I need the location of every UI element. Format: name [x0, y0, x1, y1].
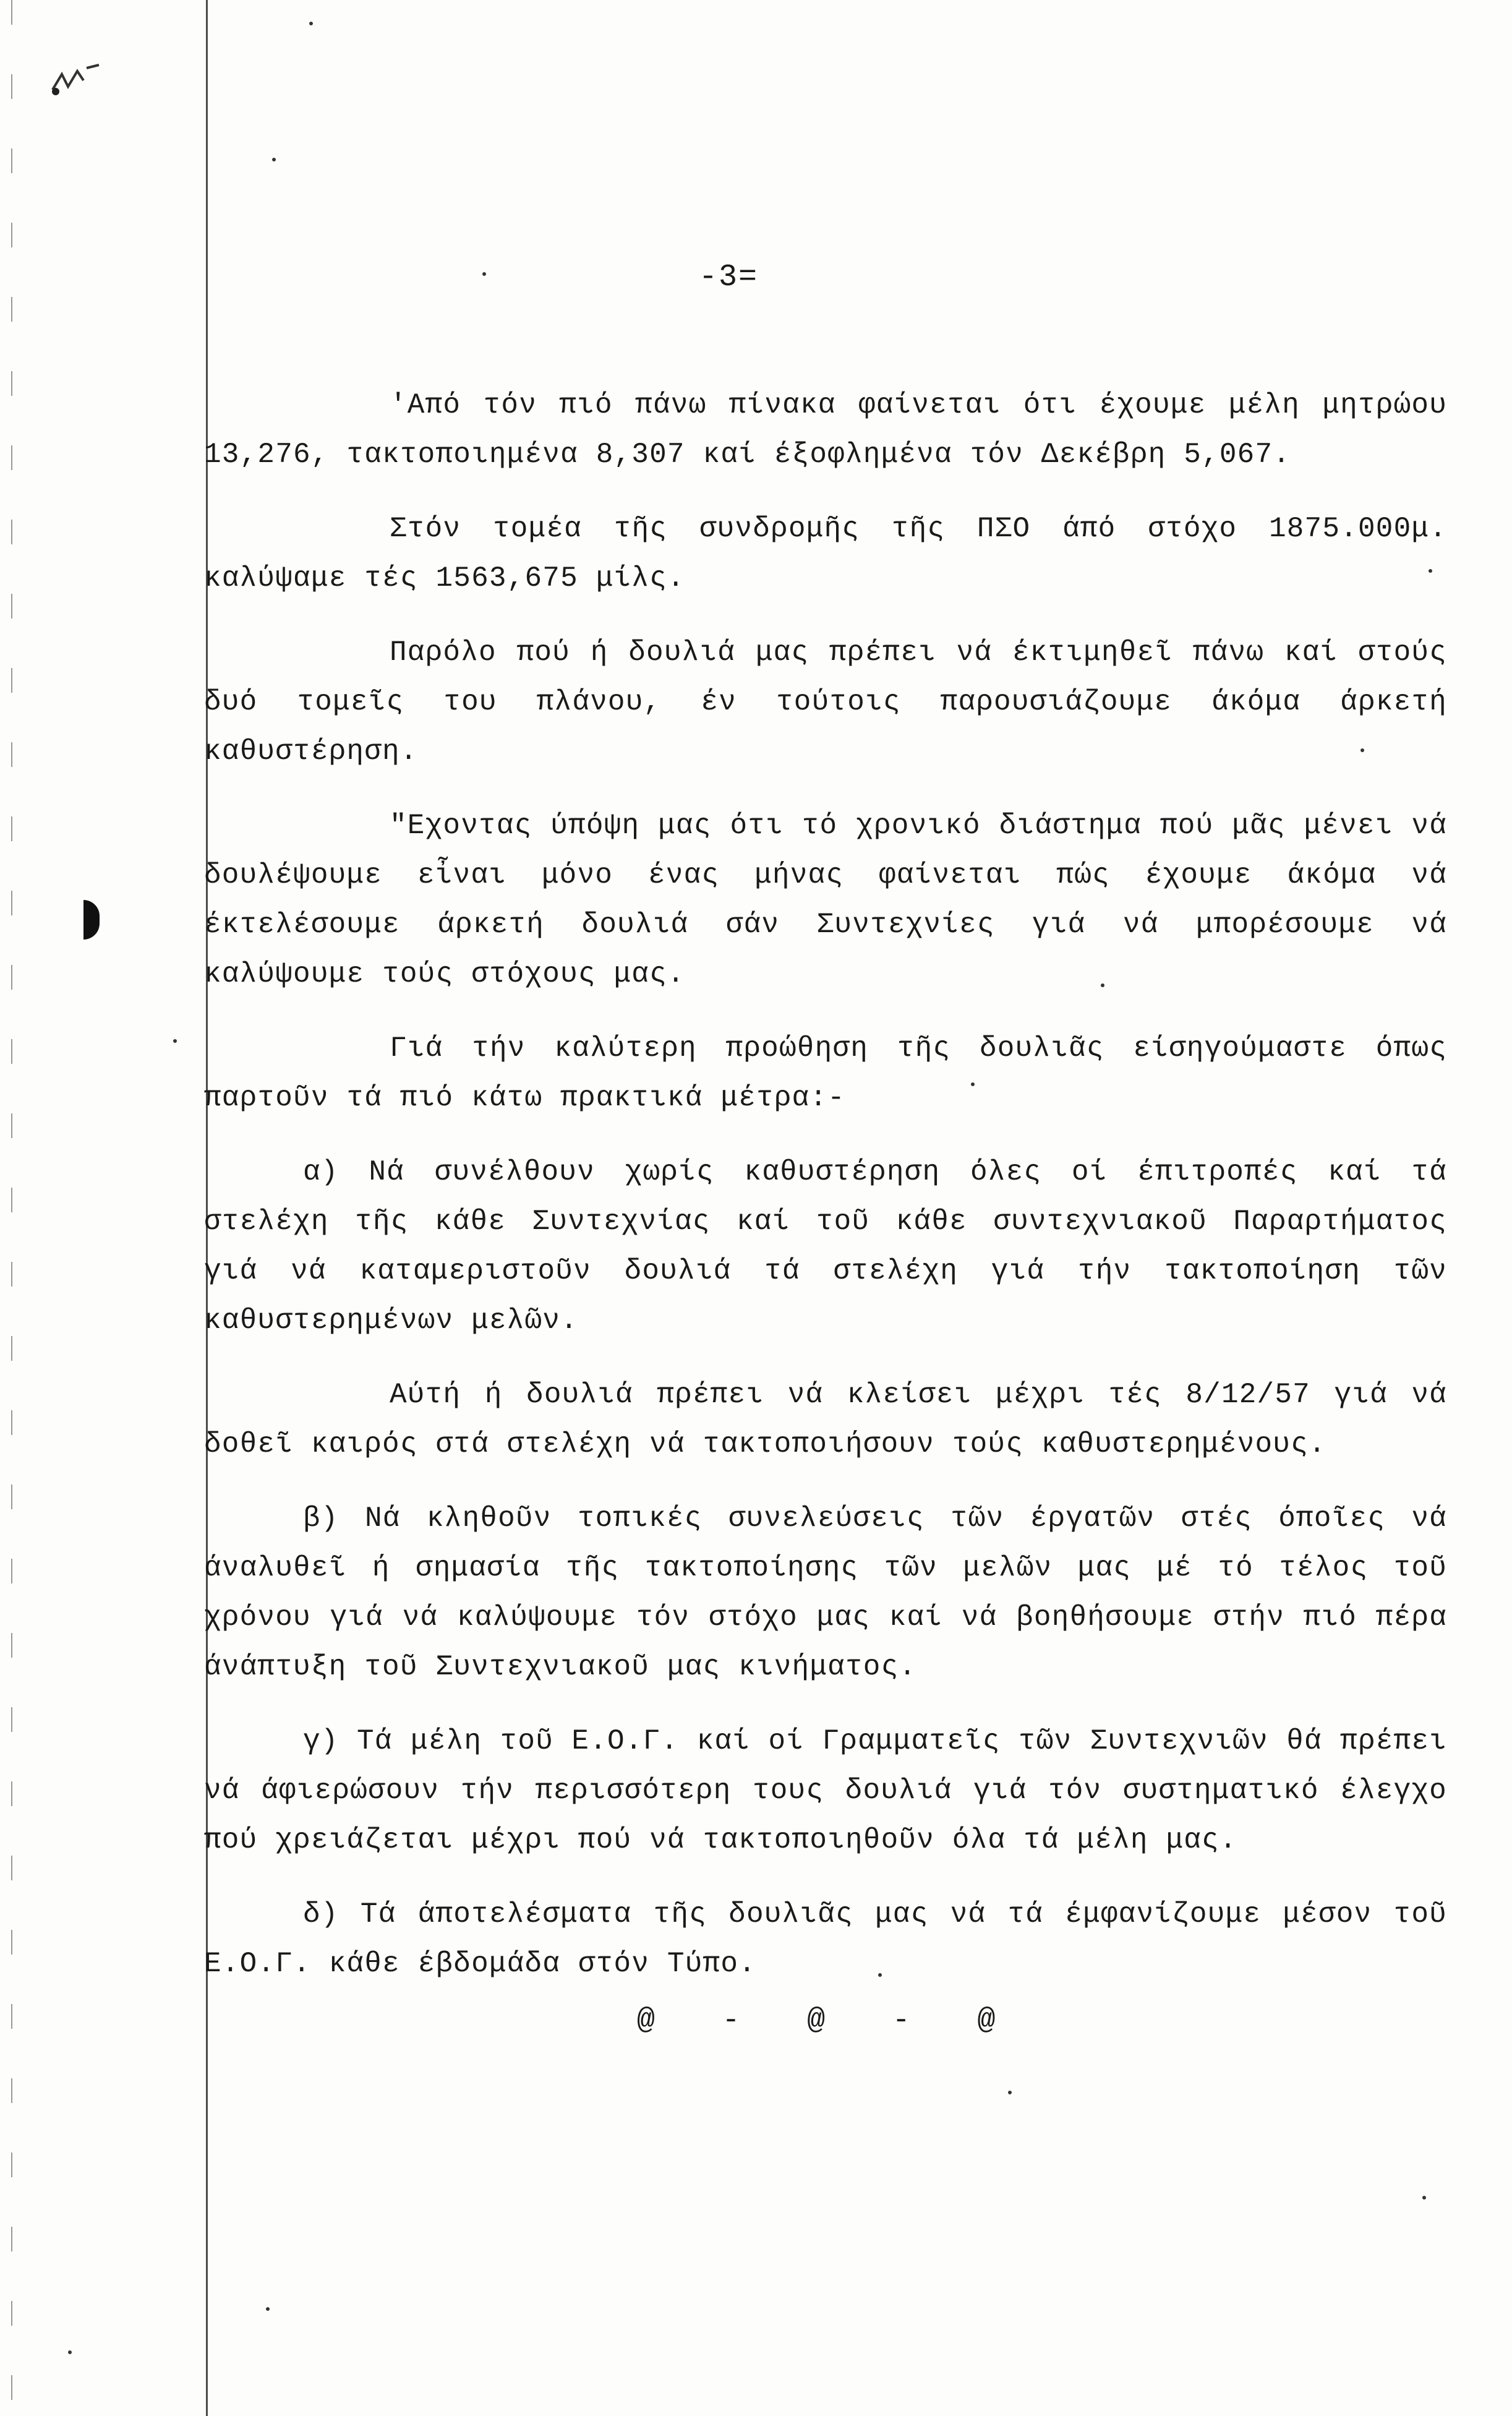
scan-speck: [1422, 2196, 1426, 2200]
scan-speck: [309, 22, 313, 25]
page-number: -3=: [699, 260, 759, 295]
scan-speck: [272, 158, 276, 161]
paragraph-measures-intro: Γιά τήν καλύτερη προώθηση τῆς δουλιᾶς είσηγούμαστε όπως παρτοῦν τά πιό κάτω πρακτικά μέτρα:-: [204, 1032, 1447, 1114]
document-body: [204, 380, 1447, 2013]
measure-d: δ) Τά άποτελέσματα τῆς δουλιᾶς μας νά τά έμφανίζουμε μέσον τοῦ Ε.Ο.Γ. κάθε έβδομάδα στόν Τύπο.: [204, 1898, 1447, 1980]
scan-speck: [1008, 2091, 1012, 2094]
measure-c: γ) Τά μέλη τοῦ Ε.Ο.Γ. καί οί Γραμματεῖς τῶν Συντεχνιῶν θά πρέπει νά άφιερώσουν τήν περισσότερη τους δουλιά γιά τόν συστηματικό έλεγχο πού χρειάζεται μέχρι πού νά τακτοποιηθοῦν όλα τά μέλη μας.: [204, 1725, 1447, 1856]
page-edge-shadow: [11, 0, 12, 2416]
scan-speck: [482, 272, 486, 276]
paragraph-remaining-time: "Εχοντας ύπόψη μας ότι τό χρονικό διάστημα πού μᾶς μένει νά δουλέψουμε εἶναι μόνο ένας μήνας φαίνεται πώς έχουμε άκόμα νά έκτελέσουμε άρκετή δουλιά σάν Συντεχνίες γιά νά μπορέσουμε νά καλύψουμε τούς στόχους μας.: [204, 810, 1447, 990]
closing-separator: @ - @ - @: [637, 2004, 1020, 2037]
measure-b: β) Νά κληθοῦν τοπικές συνελεύσεις τῶν έργατῶν στές όποῖες νά άναλυθεῖ ή σημασία τῆς τακτοποίησης τῶν μελῶν μας μέ τό τέλος τοῦ χρόνου γιά νά καλύψουμε τόν στόχο μας καί νά βοηθήσουμε στήν πιό πέρα άνάπτυξη τοῦ Συντεχνιακοῦ μας κινήματος.: [204, 1502, 1447, 1683]
measure-a: α) Νά συνέλθουν χωρίς καθυστέρηση όλες οί έπιτροπές καί τά στελέχη τῆς κάθε Συντεχνίας καί τοῦ κάθε συντεχνιακοῦ Παραρτήματος γιά νά καταμεριστοῦν δουλιά τά στελέχη γιά τήν τακτοποίηση τῶν καθυστερημένων μελῶν.: [204, 1156, 1447, 1337]
paragraph-membership-figures: 'Από τόν πιό πάνω πίνακα φαίνεται ότι έχουμε μέλη μητρώου 13,276, τακτοποιημένα 8,307 καί έξοφλημένα τόν Δεκέβρη 5,067.: [204, 389, 1447, 471]
paragraph-subscription-target: Στόν τομέα τῆς συνδρομῆς τῆς ΠΣΟ άπό στόχο 1875.000μ. καλύψαμε τές 1563,675 μίλς.: [204, 513, 1447, 594]
corner-ink-smudge: [49, 62, 105, 99]
scan-speck: [266, 2307, 270, 2311]
punch-hole: [83, 900, 100, 940]
scan-speck: [173, 1039, 177, 1043]
measure-a-deadline: Αύτή ή δουλιά πρέπει νά κλείσει μέχρι τές 8/12/57 γιά νά δοθεῖ καιρός στά στελέχη νά τακτοποιήσουν τούς καθυστερημένους.: [204, 1379, 1447, 1460]
scan-speck: [68, 2350, 72, 2354]
paragraph-delay: Παρόλο πού ή δουλιά μας πρέπει νά έκτιμηθεῖ πάνω καί στούς δυό τομεῖς του πλάνου, έν τούτοις παρουσιάζουμε άκόμα άρκετή καθυστέρηση.: [204, 636, 1447, 768]
